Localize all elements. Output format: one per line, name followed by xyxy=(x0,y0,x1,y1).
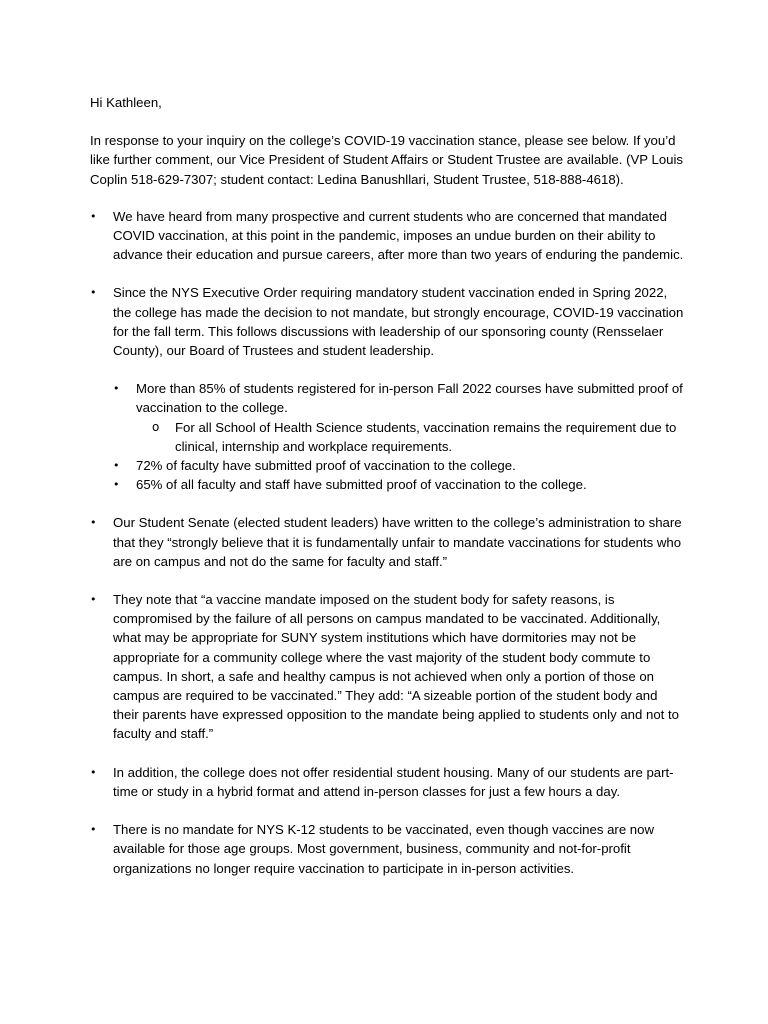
list-item-text: In addition, the college does not offer residential student housing. Many of our students are part-time or study in a hybrid format and attend in-person classes for just a few hours a day. xyxy=(113,764,674,799)
list-item-text: Our Student Senate (elected student leaders) have written to the college’s administration to share that they “strongly believe that it is fundamentally unfair to mandate vaccinations for students who are on campus and not do the same for faculty and staff.” xyxy=(113,515,682,569)
sub-bullet-list xyxy=(113,379,686,494)
bullet-icon: • xyxy=(90,823,97,837)
letter-body xyxy=(90,93,686,897)
circle-bullet-icon: o xyxy=(152,419,160,434)
list-item xyxy=(90,513,686,571)
list-item xyxy=(90,283,686,494)
bullet-icon: • xyxy=(90,209,97,223)
list-item xyxy=(136,418,686,456)
intro-paragraph: In response to your inquiry on the college’s COVID-19 vaccination stance, please see below. If you’d like further comment, our Vice President of Student Affairs or Student Trustee are available. (VP Louis Coplin 518-629-7307; student contact: Ledina Banushllari, Student Trustee, 518-888-4618). xyxy=(90,133,684,187)
list-item xyxy=(113,456,686,475)
greeting: Hi Kathleen, xyxy=(90,95,162,110)
list-item-text: Since the NYS Executive Order requiring mandatory student vaccination ended in Spring 2022, the college has made the decision to not mandate, but strongly encourage, COVID-19 vaccination for the fall term. This follows discussions with leadership of our sponsoring county (Rensselaer County), our Board of Trustees and student leadership. xyxy=(113,285,684,359)
bullet-icon: • xyxy=(90,286,97,300)
bullet-icon: • xyxy=(90,593,97,607)
list-item-text: 65% of all faculty and staff have submitted proof of vaccination to the college. xyxy=(136,477,587,493)
list-item xyxy=(113,379,686,456)
bullet-icon: • xyxy=(113,459,120,473)
list-item xyxy=(90,207,686,265)
bullet-icon: • xyxy=(113,382,120,396)
list-item xyxy=(113,475,686,494)
list-item-text: For all School of Health Science students, vaccination remains the requirement due to clinical, internship and workplace requirements. xyxy=(175,419,677,454)
list-item-text: We have heard from many prospective and current students who are concerned that mandated COVID vaccination, at this point in the pandemic, imposes an undue burden on their ability to advance their education and pursue careers, after more than two years of enduring the pandemic. xyxy=(113,208,684,263)
list-item-text: More than 85% of students registered for in-person Fall 2022 courses have submitted proof of vaccination to the college. xyxy=(136,381,683,416)
main-bullet-list xyxy=(90,207,686,878)
list-item xyxy=(90,763,686,801)
bullet-icon: • xyxy=(90,516,97,530)
list-item xyxy=(90,590,686,744)
list-item-text: 72% of faculty have submitted proof of vaccination to the college. xyxy=(136,458,516,474)
bullet-icon: • xyxy=(90,765,97,779)
list-item-text: They note that “a vaccine mandate imposed on the student body for safety reasons, is compromised by the failure of all persons on campus mandated to be vaccinated. Additionally, what may be appropriate for SUNY system institutions which have dormitories may not be appropriate for a community college where the vast majority of the student body commute to campus. In short, a safe and healthy campus is not achieved when only a portion of those on campus are required to be vaccinated.” They add: “A sizeable portion of the student body and their parents have expressed opposition to the mandate being applied to students only and not to faculty and staff.” xyxy=(113,592,679,742)
list-item xyxy=(90,820,686,878)
bullet-icon: • xyxy=(113,478,120,492)
sub-sub-bullet-list xyxy=(136,418,686,456)
list-item-text: There is no mandate for NYS K-12 students to be vaccinated, even though vaccines are now available for those age groups. Most government, business, community and not-for-profit organizations no longer require vaccination to participate in in-person activities. xyxy=(113,822,655,876)
